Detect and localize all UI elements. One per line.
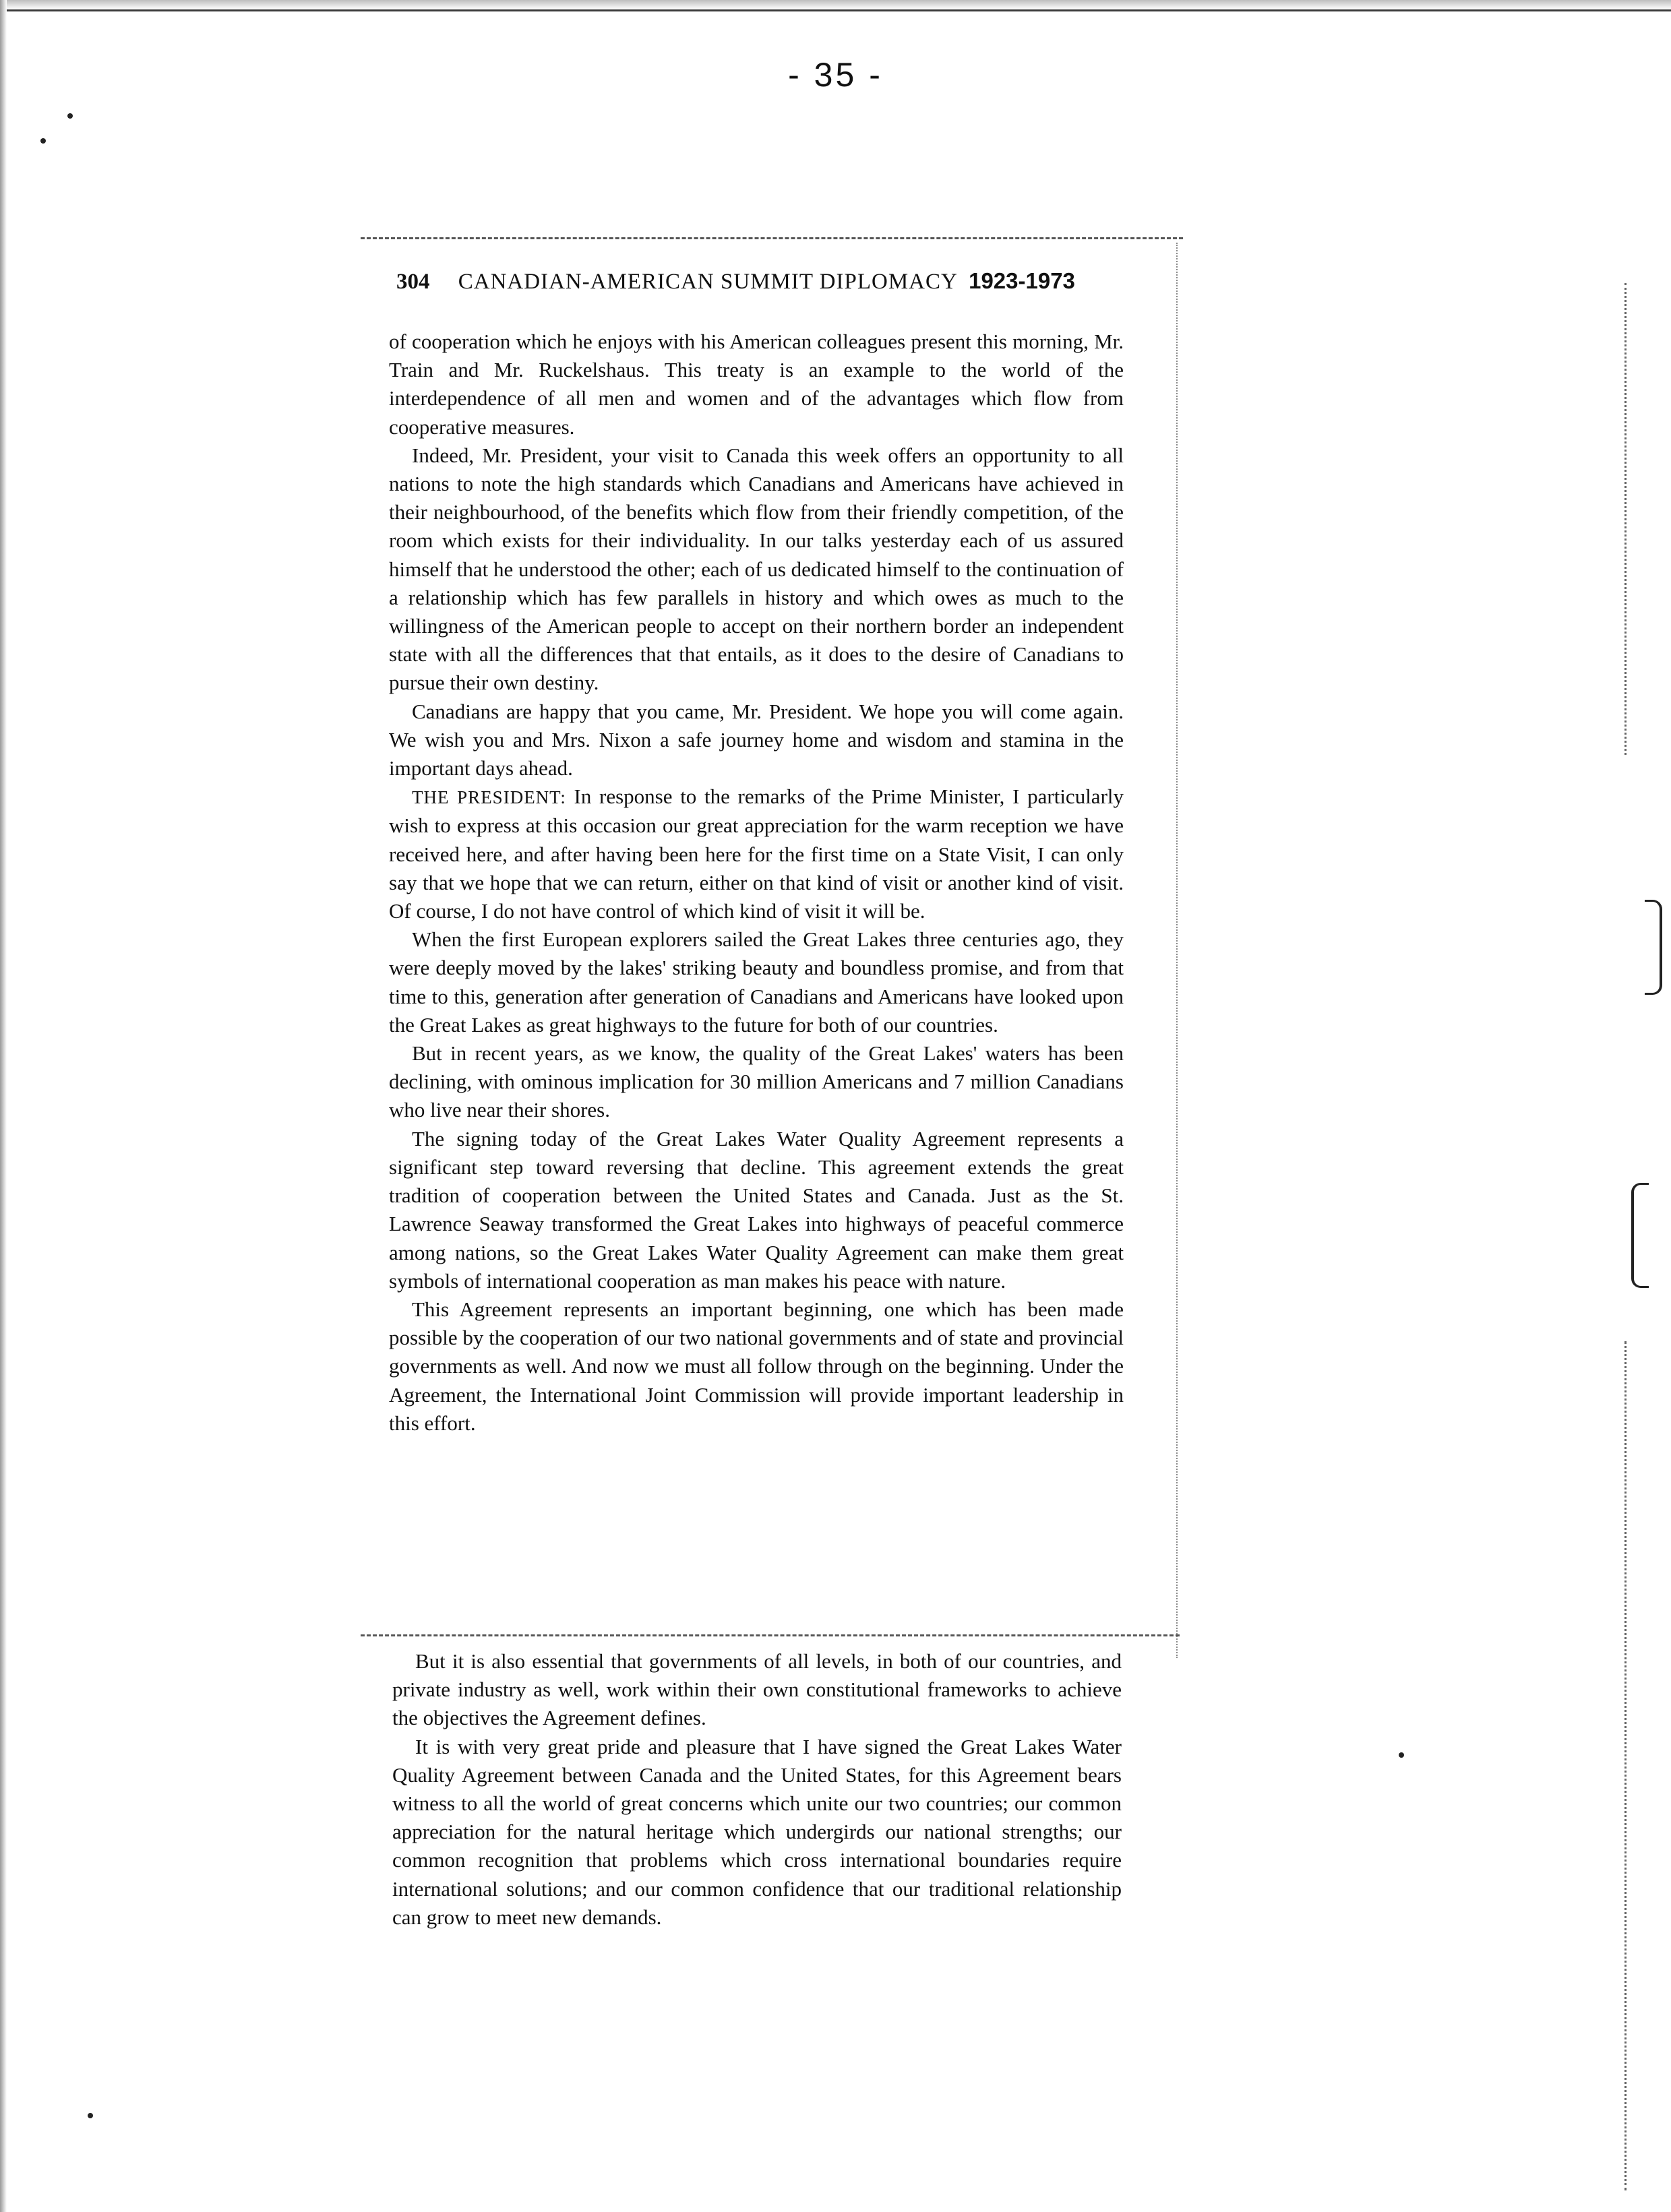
margin-bracket-mark	[1645, 900, 1662, 995]
paragraph-visit: Indeed, Mr. President, your visit to Canada this week offers an opportunity to all nations to note the high standards which Canadians and Americans have achieved in their neighbourhood, of the benefits which flow from their friendly competition, of the room which exists for their individuality. In our talks yesterday each of us assured himself that he understood the other; each of us dedicated himself to the continuation of a relationship which has few parallels in history and which owes as much to the willingness of the American people to accept on their northern border an independent state with all the differences that that entails, as it does to the desire of Canadians to pursue their own destiny.	[389, 443, 1124, 695]
paragraph-president-intro	[389, 782, 1124, 925]
scan-left-edge	[0, 0, 7, 2212]
paragraph-governments: But it is also essential that governments of all levels, in both of our countries, and private industry as well, work within their own constitutional frameworks to achieve the objectives the Agreement defines.	[392, 1649, 1122, 1730]
speaker-label: THE PRESIDENT:	[412, 787, 566, 808]
paragraph-pride: It is with very great pride and pleasure that I have signed the Great Lakes Water Quality Agreement between Canada and the United States, for this Agreement bears witness to all the world of great concerns which unite our two countries; our common appreciation for the natural heritage which undergirds our national strengths; our common recognition that problems which cross international boundaries require international solutions; and our common confidence that our traditional relationship can grow to meet new demands.	[392, 1734, 1122, 1929]
paragraph-explorers: When the first European explorers sailed the Great Lakes three centuries ago, they were deeply moved by the lakes' striking beauty and boundless promise, and from that time to this, generation after generation of Canadians and Americans have looked upon the Great Lakes as great highways to the future for both of our countries.	[389, 927, 1124, 1037]
clipping-top-border	[361, 237, 1183, 239]
paragraph-beginning: This Agreement represents an important beginning, one which has been made possible by the cooperation of our two national governments and of state and provincial governments as well. And now we must all follow through on the beginning. Under the Agreement, the International Joint Commission will provide important leadership in this effort.	[389, 1297, 1124, 1435]
article-text-lower	[392, 1647, 1122, 1932]
paragraph-decline: But in recent years, as we know, the quality of the Great Lakes' waters has been declining, with ominous implication for 30 million Americans and 7 million Canadians who live near their shores.	[389, 1041, 1124, 1122]
running-head	[396, 268, 1192, 295]
scan-speck	[40, 138, 46, 144]
scan-speck	[88, 2113, 93, 2118]
article-text-upper	[389, 328, 1124, 1438]
scan-top-edge	[0, 0, 1671, 11]
book-page-number: 304	[396, 270, 430, 294]
president-intro-text: In response to the remarks of the Prime Minister, I particularly wish to express at this occasion our great appreciation for the warm reception we have received here, and after having been here for the first time on a State Visit, I can only say that we hope that we can return, either on that kind of visit or another kind of visit. Of course, I do not have control of which kind of visit it will be.	[389, 785, 1124, 923]
margin-bracket-mark	[1631, 1183, 1649, 1288]
scan-speck	[67, 113, 73, 119]
scan-artifact-strip	[1624, 1341, 1632, 2190]
paragraph-signing: The signing today of the Great Lakes Water Quality Agreement represents a significant step toward reversing that decline. This agreement extends the great tradition of cooperation between the United States and Canada. Just as the St. Lawrence Seaway transformed the Great Lakes into highways of peaceful commerce among nations, so the Great Lakes Water Quality Agreement can make them great symbols of international cooperation as man makes his peace with nature.	[389, 1126, 1124, 1293]
clipping-right-border	[1176, 243, 1178, 1658]
clipping-cut-line	[361, 1634, 1180, 1636]
scan-artifact-strip	[1624, 283, 1632, 755]
book-years: 1923-1973	[969, 268, 1075, 293]
paragraph-continuation: of cooperation which he enjoys with his American colleagues present this morning, Mr. Train and Mr. Ruckelshaus. This treaty is an example to the world of the interdependence of all men and women and of the advantages which flow from cooperative measures.	[389, 330, 1124, 439]
page-number: - 35 -	[788, 56, 883, 94]
paragraph-farewell: Canadians are happy that you came, Mr. President. We hope you will come again. We wish you and Mrs. Nixon a safe journey home and wisdom and stamina in the important days ahead.	[389, 699, 1124, 780]
book-title: CANADIAN-AMERICAN SUMMIT DIPLOMACY	[458, 270, 958, 294]
scan-speck	[1399, 1752, 1404, 1758]
